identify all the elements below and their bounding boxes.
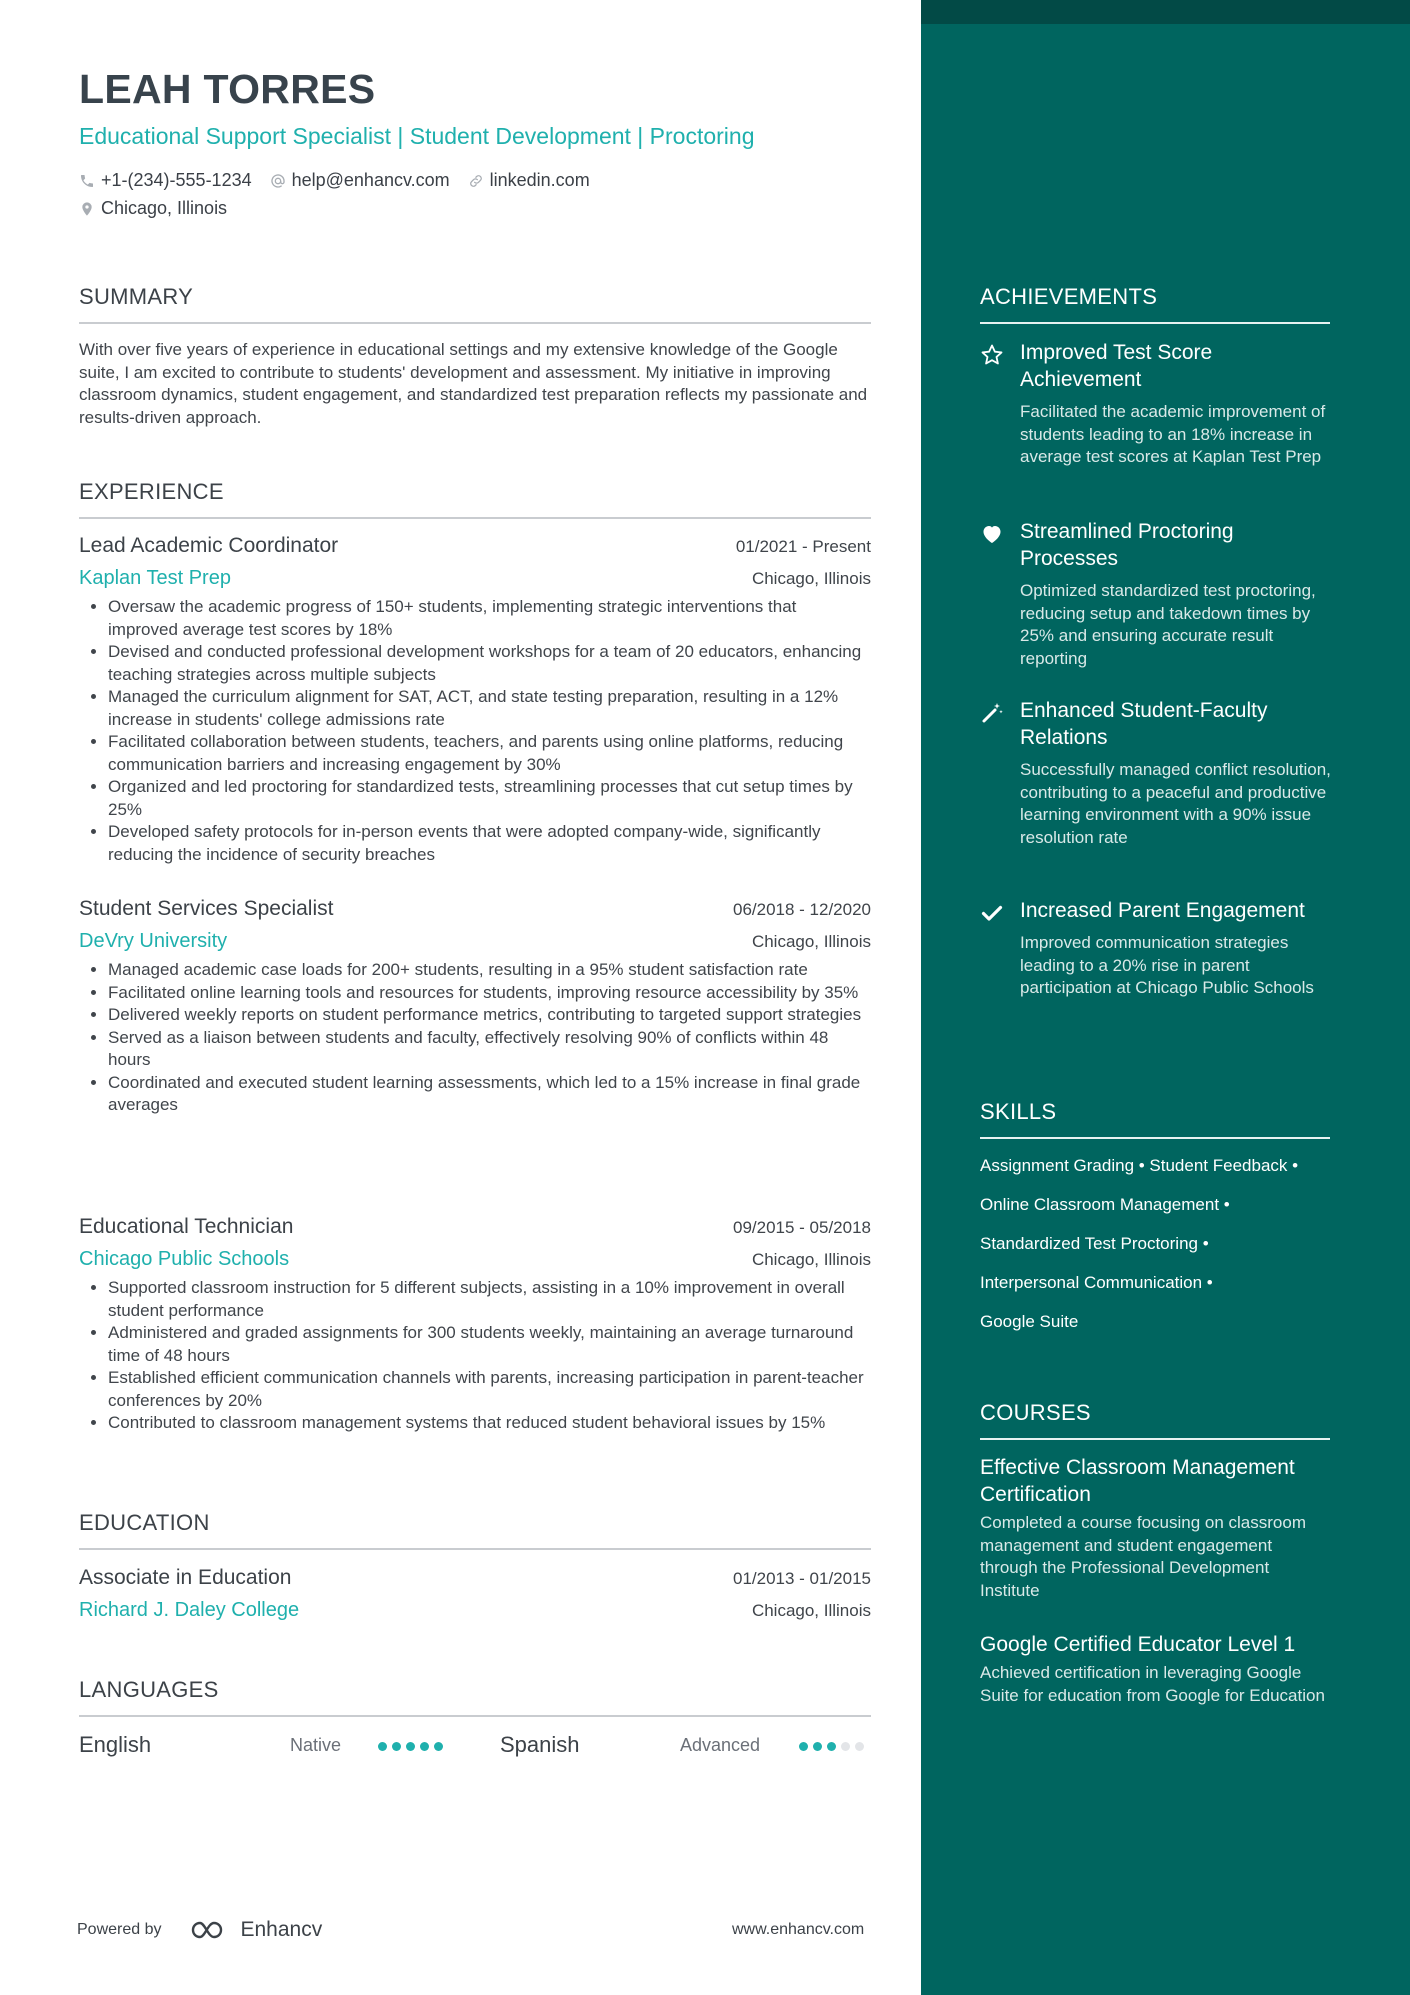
education-entry	[79, 1566, 871, 1622]
course-item	[980, 1454, 1332, 1602]
bullet-item: • Oversaw the academic progress of 150+ students, implementing strategic interventions that improved average test scores by 18%	[108, 596, 871, 641]
job-title: Lead Academic Coordinator	[79, 534, 339, 557]
link-icon	[468, 173, 484, 189]
skill-line: Interpersonal Communication •	[980, 1273, 1213, 1292]
achievement-title: Streamlined Proctoring Processes	[1020, 520, 1234, 570]
language-level: Advanced	[680, 1735, 761, 1755]
skill-line: Google Suite	[980, 1312, 1079, 1331]
bullet-item: • Developed safety protocols for in-person events that were adopted company-wide, significantly reducing the incidence of security breaches	[108, 821, 871, 866]
bullet-item: • Facilitated online learning tools and resources for students, improving resource accessibility by 35%	[108, 982, 871, 1005]
job-location: Chicago, Illinois	[751, 932, 871, 951]
skill-line: Online Classroom Management •	[980, 1195, 1230, 1214]
achievement-item	[980, 897, 1332, 1000]
job-dates: 09/2015 - 05/2018	[732, 1218, 871, 1237]
language-rating	[799, 1742, 869, 1751]
achievement-item	[980, 339, 1332, 469]
job-title: Educational Technician	[79, 1215, 294, 1238]
rating-dot-empty	[841, 1742, 850, 1751]
bullet-item: • Managed academic case loads for 200+ students, resulting in a 95% student satisfaction rate	[108, 959, 871, 982]
degree: Associate in Education	[79, 1566, 292, 1589]
job-dates: 01/2021 - Present	[735, 537, 871, 556]
location-row	[79, 198, 245, 219]
brand-name: Enhancv	[240, 1918, 323, 1941]
email-contact[interactable]	[270, 170, 450, 191]
powered-by-text: Powered by	[77, 1921, 162, 1938]
bullet-item: • Supported classroom instruction for 5 different subjects, assisting in a 10% improvement in overall student performance	[108, 1277, 871, 1322]
company-name[interactable]: Kaplan Test Prep	[79, 567, 231, 589]
enhancv-logo-icon	[189, 1918, 235, 1942]
language-level: Native	[290, 1735, 342, 1755]
rating-dot-filled	[799, 1742, 808, 1751]
course-desc: Achieved certification in leveraging Google Suite for education from Google for Education	[980, 1663, 1325, 1705]
candidate-name: LEAH TORRES	[79, 66, 376, 112]
course-desc: Completed a course focusing on classroom management and student engagement through the Professional Development Institute	[980, 1513, 1306, 1600]
job-bullets	[79, 959, 871, 1117]
bullet-item: • Facilitated collaboration between students, teachers, and parents using online platforms, reducing communication barriers and increasing engagement by 30%	[108, 731, 871, 776]
magic-wand-icon	[980, 701, 1004, 725]
company-name[interactable]: DeVry University	[79, 930, 228, 952]
language-name: English	[79, 1732, 152, 1757]
checkmark-icon	[980, 901, 1004, 925]
rating-dot-empty	[855, 1742, 864, 1751]
bullet-item: • Delivered weekly reports on student performance metrics, contributing to targeted support strategies	[108, 1004, 871, 1027]
rating-dot-filled	[420, 1742, 429, 1751]
job-entry	[79, 1215, 871, 1435]
languages-title: LANGUAGES	[79, 1677, 871, 1717]
experience-title: EXPERIENCE	[79, 479, 871, 519]
footer-branding	[77, 1918, 322, 1942]
achievement-item	[980, 518, 1332, 670]
at-icon	[270, 173, 286, 189]
sidebar	[921, 0, 1410, 1995]
summary-text: With over five years of experience in educational settings and my extensive knowledge of the Google suite, I am excited to contribute to students' development and assessment. My initiative in improving classroom dynamics, student engagement, and standardized test preparation reflects my passionate and results-driven approach.	[79, 340, 868, 427]
location-text: Chicago, Illinois	[101, 198, 228, 218]
rating-dot-filled	[813, 1742, 822, 1751]
bullet-item: • Established efficient communication channels with parents, increasing participation in parent-teacher conferences by 20%	[108, 1367, 871, 1412]
contact-row	[79, 170, 608, 191]
achievement-item	[980, 697, 1332, 849]
headline: Educational Support Specialist | Student Development | Proctoring	[79, 123, 755, 149]
sidebar-top-band	[921, 0, 1410, 24]
achievement-desc: Optimized standardized test proctoring, reducing setup and takedown times by 25% and ensuring accurate result reporting	[1020, 581, 1316, 668]
course-title: Effective Classroom Management Certification	[980, 1456, 1295, 1506]
star-icon	[980, 343, 1004, 367]
skill-line: Assignment Grading • Student Feedback •	[980, 1156, 1299, 1175]
education-title: EDUCATION	[79, 1510, 871, 1550]
skill-line: Standardized Test Proctoring •	[980, 1234, 1209, 1253]
achievement-desc: Facilitated the academic improvement of students leading to an 18% increase in average test scores at Kaplan Test Prep	[1020, 402, 1326, 466]
heart-icon	[980, 522, 1004, 546]
rating-dot-filled	[434, 1742, 443, 1751]
email-text: help@enhancv.com	[291, 170, 450, 190]
achievement-desc: Successfully managed conflict resolution, contributing to a peaceful and productive learning environment with a 90% issue resolution rate	[1020, 760, 1331, 847]
achievement-title: Increased Parent Engagement	[1020, 899, 1305, 922]
bullet-item: • Managed the curriculum alignment for SAT, ACT, and state testing preparation, resulting in a 12% increase in students' college admissions rate	[108, 686, 871, 731]
rating-dot-filled	[827, 1742, 836, 1751]
linkedin-contact[interactable]	[468, 170, 590, 191]
location-contact	[79, 198, 227, 219]
school-location: Chicago, Illinois	[751, 1601, 871, 1620]
language-rating	[378, 1742, 448, 1751]
job-entry	[79, 534, 871, 866]
course-title: Google Certified Educator Level 1	[980, 1633, 1296, 1656]
job-location: Chicago, Illinois	[751, 1250, 871, 1269]
achievement-title: Enhanced Student-Faculty Relations	[1020, 699, 1268, 749]
bullet-item: • Contributed to classroom management systems that reduced student behavioral issues by 15%	[108, 1412, 871, 1435]
languages-row	[79, 1732, 871, 1764]
bullet-item: • Administered and graded assignments for 300 students weekly, maintaining an average turnaround time of 48 hours	[108, 1322, 871, 1367]
job-bullets	[79, 1277, 871, 1435]
language-name: Spanish	[500, 1732, 580, 1757]
bullet-item: • Organized and led proctoring for standardized tests, streamlining processes that cut setup times by 25%	[108, 776, 871, 821]
achievement-title: Improved Test Score Achievement	[1020, 341, 1213, 391]
bullet-item: • Coordinated and executed student learning assessments, which led to a 15% increase in final grade averages	[108, 1072, 871, 1117]
job-bullets	[79, 596, 871, 866]
job-dates: 06/2018 - 12/2020	[732, 900, 871, 919]
footer-website[interactable]: www.enhancv.com	[732, 1921, 865, 1938]
job-entry	[79, 897, 871, 1117]
company-name[interactable]: Chicago Public Schools	[79, 1248, 290, 1270]
linkedin-text: linkedin.com	[489, 170, 590, 190]
phone-text: +1-(234)-555-1234	[101, 170, 252, 190]
achievements-title: ACHIEVEMENTS	[980, 284, 1330, 324]
bullet-item: • Served as a liaison between students and faculty, effectively resolving 90% of conflicts within 48 hours	[108, 1027, 871, 1072]
school-name[interactable]: Richard J. Daley College	[79, 1599, 300, 1621]
summary-title: SUMMARY	[79, 284, 871, 324]
courses-title: COURSES	[980, 1400, 1330, 1440]
rating-dot-filled	[406, 1742, 415, 1751]
phone-contact[interactable]	[79, 170, 252, 191]
phone-icon	[79, 173, 95, 189]
education-dates: 01/2013 - 01/2015	[732, 1569, 871, 1588]
job-title: Student Services Specialist	[79, 897, 334, 920]
location-pin-icon	[79, 200, 95, 218]
rating-dot-filled	[392, 1742, 401, 1751]
bullet-item: • Devised and conducted professional development workshops for a team of 20 educators, enhancing teaching strategies across multiple subjects	[108, 641, 871, 686]
course-item	[980, 1631, 1332, 1707]
achievement-desc: Improved communication strategies leading to a 20% rise in parent participation at Chicago Public Schools	[1020, 933, 1314, 997]
rating-dot-filled	[378, 1742, 387, 1751]
job-location: Chicago, Illinois	[751, 569, 871, 588]
skills-title: SKILLS	[980, 1099, 1330, 1139]
